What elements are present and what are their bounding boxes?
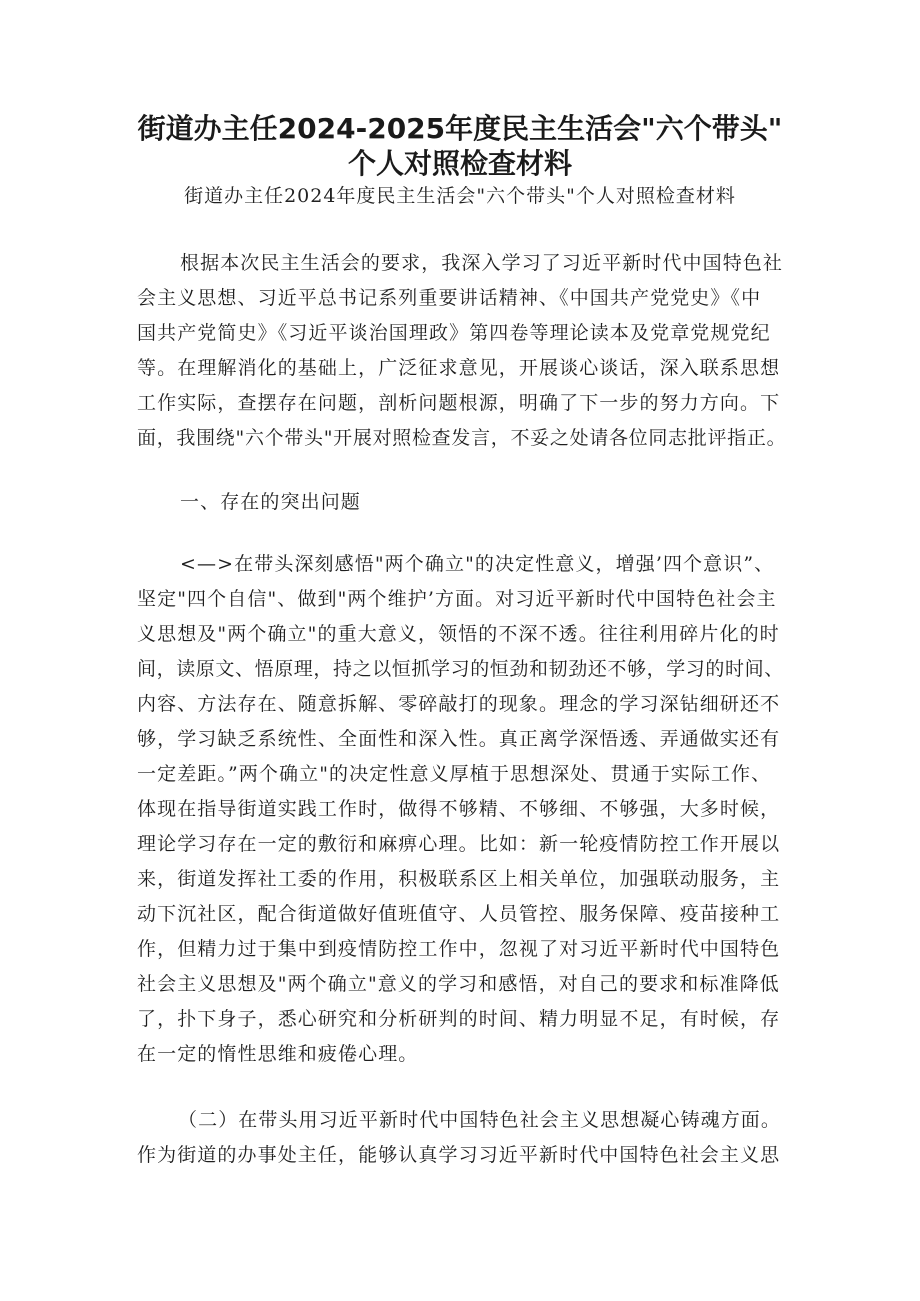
- intro-line: 根据本次民主生活会的要求，我深入学习了习近平新时代中国特色社: [180, 252, 784, 274]
- point1-line: 内容、方法存在、随意拆解、零碎敲打的现象。理念的学习深钻细研还不: [137, 693, 781, 715]
- intro-line: 会主义思想、习近平总书记系列重要讲话精神、《中国共产党党史》《中: [137, 287, 762, 309]
- point1-line: 作，但精力过于集中到疫情防控工作中，忽视了对习近平新时代中国特色: [137, 938, 781, 960]
- point1-line: 间，读原文、悟原理，持之以恒抓学习的恒劲和韧劲还不够，学习的时间、: [137, 658, 784, 680]
- document-title-line-2: 个人对照检查材料: [347, 147, 572, 180]
- point1-line: <—>在带头深刻感悟"两个确立"的决定性意义，增强’四个意识”、: [180, 553, 775, 575]
- intro-line: 面，我围绕"六个带头"开展对照检查发言，不妥之处请各位同志批评指正。: [137, 427, 787, 449]
- intro-line: 等。在理解消化的基础上，广泛征求意见，开展谈心谈话，深入联系思想: [137, 357, 781, 379]
- point1-line: 了，扑下身子，悉心研究和分析研判的时间、精力明显不足，有时候，存: [137, 1008, 781, 1030]
- document-subtitle: 街道办主任2024年度民主生活会"六个带头"个人对照检查材料: [184, 185, 736, 207]
- section-heading: 一、存在的突出问题: [180, 491, 361, 513]
- intro-line: 国共产党简史》《习近平谈治国理政》第四卷等理论读本及党章党规党纪: [137, 322, 771, 344]
- point2-line: （二）在带头用习近平新时代中国特色社会主义思想凝心铸魂方面。: [178, 1109, 782, 1131]
- point1-line: 理论学习存在一定的敷衍和麻痹心理。比如：新一轮疫情防控工作开展以: [137, 833, 781, 855]
- point2-line: 作为街道的办事处主任，能够认真学习习近平新时代中国特色社会主义思: [137, 1144, 781, 1166]
- point1-line: 义思想及"两个确立"的重大意义，领悟的不深不透。往往利用碎片化的时: [137, 623, 780, 645]
- point1-line: 坚定"四个自信"、做到"两个维护’方面。对习近平新时代中国特色社会主: [137, 588, 777, 610]
- point1-line: 来，街道发挥社工委的作用，积极联系区上相关单位，加强联动服务，主: [137, 868, 781, 890]
- point1-line: 够，学习缺乏系统性、全面性和深入性。真正离学深悟透、弄通做实还有: [137, 728, 781, 750]
- point1-line: 一定差距。”两个确立"的决定性意义厚植于思想深处、贯通于实际工作、: [137, 763, 772, 785]
- point1-line: 在一定的惰性思维和疲倦心理。: [137, 1043, 419, 1065]
- intro-line: 工作实际，查摆存在问题，剖析问题根源，明确了下一步的努力方向。下: [137, 392, 781, 414]
- point1-line: 动下沉社区，配合街道做好值班值守、人员管控、服务保障、疫苗接种工: [137, 903, 781, 925]
- point1-line: 体现在指导街道实践工作时，做得不够精、不够细、不够强，大多时候，: [137, 798, 781, 820]
- document-title-line-1: 街道办主任2024-2025年度民主生活会"六个带头": [137, 112, 783, 145]
- point1-line: 社会主义思想及"两个确立"意义的学习和感悟，对自己的要求和标准降低: [137, 973, 780, 995]
